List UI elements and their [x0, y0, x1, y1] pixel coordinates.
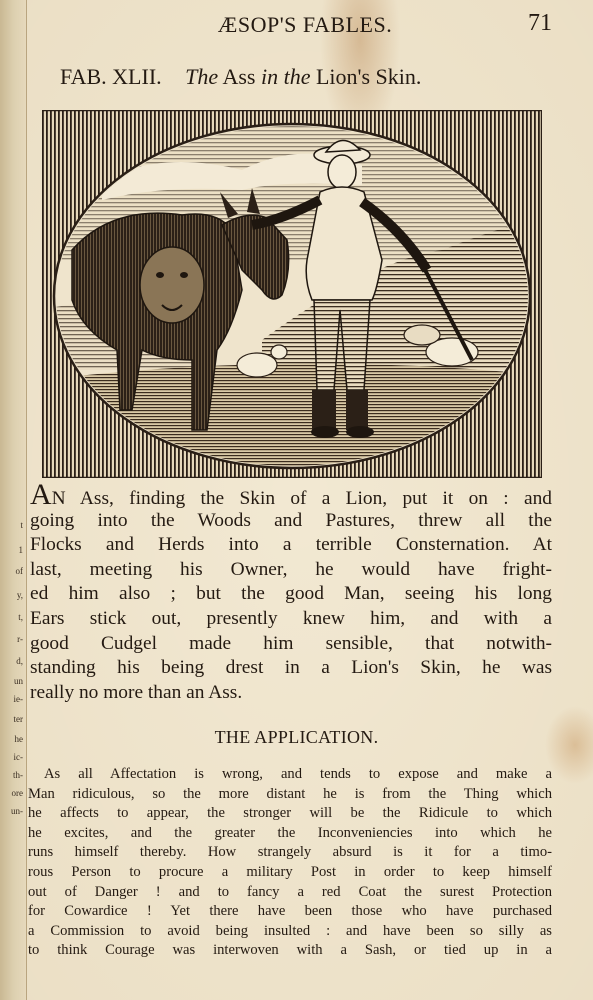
application-line: Man ridiculous, so the more distant he is from the Thing which: [28, 785, 552, 802]
gutter-fragment: ore: [11, 788, 23, 798]
gutter-fragment: r-: [17, 634, 23, 644]
gutter-fragment: t: [20, 520, 23, 530]
gutter-fragment: un: [14, 676, 23, 686]
application-text: [28, 765, 552, 961]
gutter-fragment: he: [14, 734, 23, 744]
gutter-fragment: un-: [11, 806, 23, 816]
fable-line: Flocks and Herds into a terrible Consternation. At: [30, 534, 552, 556]
application-heading: THE APPLICATION.: [214, 727, 379, 747]
application-line: he excites, and the greater the Inconveniencies into which he: [28, 824, 552, 841]
page-number: 71: [528, 10, 552, 36]
gutter-fragment: ic-: [13, 752, 23, 762]
fable-line: really no more than an Ass.: [30, 681, 243, 703]
application-line: for Cowardice ! Yet there have been those who have purchased: [28, 903, 552, 920]
running-head: ÆSOP'S FABLES.: [217, 12, 393, 37]
gutter-fragment: th-: [13, 770, 23, 780]
gutter-fragment: d,: [16, 656, 23, 666]
application-line: runs himself thereby. How strangely absurd is it for a timo-: [28, 844, 552, 861]
gutter-fragment: ter: [13, 714, 23, 724]
gutter-fragment: 1: [18, 545, 23, 555]
fable-line: standing his being drest in a Lion's Skin, he was: [30, 657, 552, 679]
title-preposition: in the: [260, 64, 311, 89]
woodcut-illustration: [42, 110, 542, 478]
gutter-fragment: ie-: [13, 694, 23, 704]
fable-number: FAB. XLII.: [60, 64, 162, 89]
application-line: As all Affectation is wrong, and tends to expose and make a: [44, 766, 552, 782]
fable-title: [60, 64, 550, 90]
previous-page-edge: [0, 0, 27, 1000]
fable-line: Ears stick out, presently knew him, and with a: [30, 607, 552, 629]
drop-cap: A: [30, 478, 52, 511]
fable-line: AN Ass, finding the Skin of a Lion, put it on : and: [30, 478, 552, 511]
gutter-fragment: t,: [18, 612, 23, 622]
fable-line: good Cudgel made him sensible, that notwith-: [30, 632, 552, 654]
application-line: he affects to appear, the stronger will be the Ridicule to which: [28, 805, 552, 822]
fable-line: last, meeting his Owner, he would have fright-: [30, 558, 552, 580]
title-article: The: [185, 64, 219, 89]
fable-line: going into the Woods and Pastures, threw all the: [30, 509, 552, 531]
application-line: to think Courage was interwoven with a Sash, or tied up in a: [28, 942, 552, 959]
fable-line: ed him also ; but the good Man, seeing his long: [30, 583, 552, 605]
gutter-fragment: of: [15, 566, 23, 576]
fable-text: [30, 478, 552, 705]
application-line: rous Person to procure a military Post in order to keep himself: [28, 863, 552, 880]
application-line: out of Danger ! and to fancy a red Coat the surest Protection: [28, 883, 552, 900]
title-subject: Ass: [222, 64, 256, 89]
application-line: a Commission to avoid being insulted : and have been so silly as: [28, 922, 552, 939]
gutter-fragment: y,: [16, 590, 23, 600]
title-object: Lion's Skin.: [315, 64, 422, 89]
